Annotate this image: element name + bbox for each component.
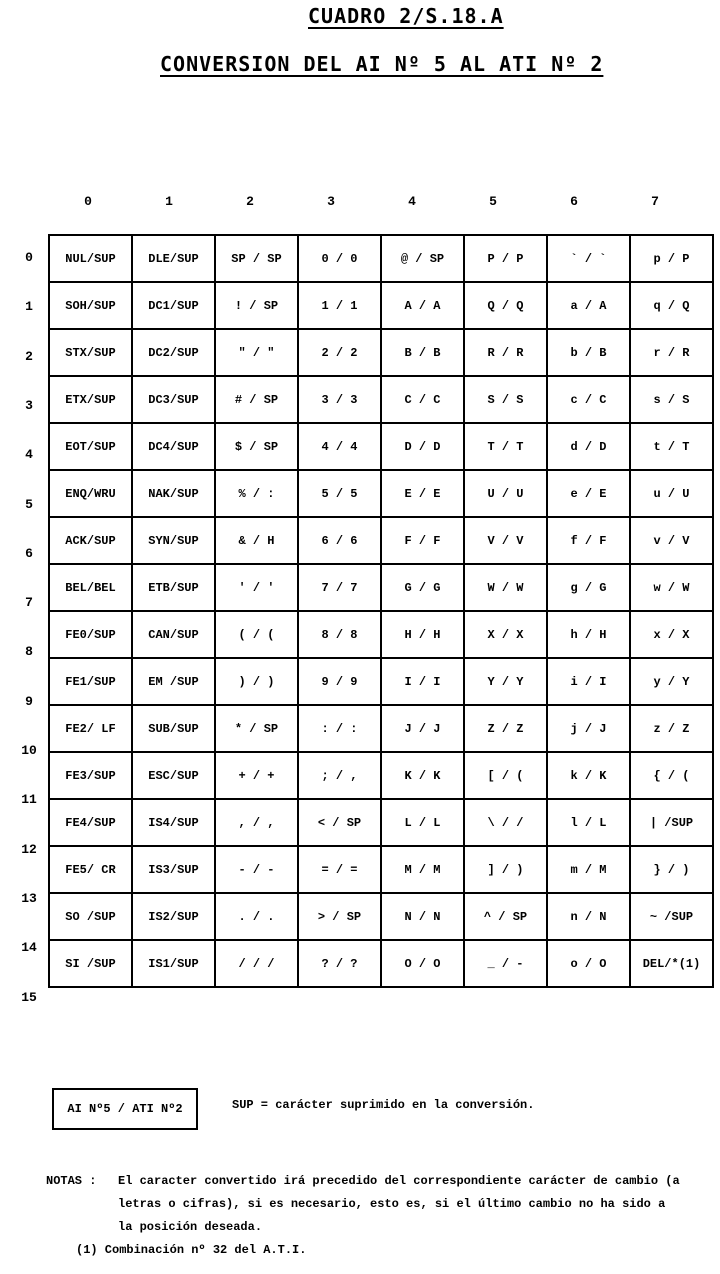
table-cell: IS2/SUP (132, 893, 215, 940)
table-cell: EM /SUP (132, 658, 215, 705)
table-cell: DC4/SUP (132, 423, 215, 470)
table-cell: t / T (630, 423, 713, 470)
table-cell: ~ /SUP (630, 893, 713, 940)
column-header: 7 (651, 194, 659, 209)
table-cell: R / R (464, 329, 547, 376)
table-cell: O / O (381, 940, 464, 987)
table-cell: ? / ? (298, 940, 381, 987)
row-header: 10 (21, 743, 37, 758)
table-cell: FE2/ LF (49, 705, 132, 752)
table-cell: 1 / 1 (298, 282, 381, 329)
table-row (49, 470, 713, 517)
table-cell: v / V (630, 517, 713, 564)
table-cell: V / V (464, 517, 547, 564)
table-cell: b / B (547, 329, 630, 376)
table-cell: 5 / 5 (298, 470, 381, 517)
notes-line: El caracter convertido irá precedido del correspondiente carácter de cambio (a (118, 1174, 680, 1188)
table-cell: BEL/BEL (49, 564, 132, 611)
table-cell: : / : (298, 705, 381, 752)
table-cell: { / ( (630, 752, 713, 799)
table-cell: S / S (464, 376, 547, 423)
table-cell: P / P (464, 235, 547, 282)
table-cell: @ / SP (381, 235, 464, 282)
table-cell: k / K (547, 752, 630, 799)
table-cell: FE3/SUP (49, 752, 132, 799)
column-header: 1 (165, 194, 173, 209)
table-cell: X / X (464, 611, 547, 658)
legend-text: SUP = carácter suprimido en la conversión. (232, 1098, 535, 1112)
table-row (49, 564, 713, 611)
table-cell: n / N (547, 893, 630, 940)
column-header: 6 (570, 194, 578, 209)
table-cell: . / . (215, 893, 298, 940)
table-cell: d / D (547, 423, 630, 470)
table-cell: s / S (630, 376, 713, 423)
table-cell: N / N (381, 893, 464, 940)
table-cell: ` / ` (547, 235, 630, 282)
table-cell: FE4/SUP (49, 799, 132, 846)
table-cell: / / / (215, 940, 298, 987)
table-cell: SOH/SUP (49, 282, 132, 329)
table-cell: _ / - (464, 940, 547, 987)
table-cell: ^ / SP (464, 893, 547, 940)
table-cell: = / = (298, 846, 381, 893)
table-cell: DC3/SUP (132, 376, 215, 423)
legend-box: AI Nº5 / ATI Nº2 (52, 1088, 198, 1130)
table-cell: DEL/*(1) (630, 940, 713, 987)
notes-line: letras o cifras), si es necesario, esto es, si el último cambio no ha sido a (118, 1197, 666, 1211)
table-cell: IS3/SUP (132, 846, 215, 893)
table-cell: > / SP (298, 893, 381, 940)
table-cell: x / X (630, 611, 713, 658)
row-header: 11 (21, 792, 37, 808)
table-cell: IS4/SUP (132, 799, 215, 846)
table-cell: 0 / 0 (298, 235, 381, 282)
row-header: 0 (25, 250, 33, 265)
table-cell: ACK/SUP (49, 517, 132, 564)
table-cell: SUB/SUP (132, 705, 215, 752)
table-row (49, 799, 713, 846)
row-header: 12 (21, 841, 37, 857)
table-cell: h / H (547, 611, 630, 658)
table-cell: FE0/SUP (49, 611, 132, 658)
table-cell: I / I (381, 658, 464, 705)
table-cell: Q / Q (464, 282, 547, 329)
table-cell: ) / ) (215, 658, 298, 705)
table-cell: $ / SP (215, 423, 298, 470)
table-cell: C / C (381, 376, 464, 423)
table-cell: SP / SP (215, 235, 298, 282)
table-cell: DC1/SUP (132, 282, 215, 329)
table-row (49, 846, 713, 893)
table-cell: * / SP (215, 705, 298, 752)
table-cell: i / I (547, 658, 630, 705)
table-cell: ; / , (298, 752, 381, 799)
table-cell: f / F (547, 517, 630, 564)
table-cell: , / , (215, 799, 298, 846)
table-cell: F / F (381, 517, 464, 564)
row-header: 6 (25, 545, 33, 561)
table-cell: e / E (547, 470, 630, 517)
row-header: 4 (25, 447, 33, 463)
column-header: 2 (246, 194, 254, 209)
table-cell: Y / Y (464, 658, 547, 705)
table-cell: y / Y (630, 658, 713, 705)
table-cell: - / - (215, 846, 298, 893)
table-cell: ENQ/WRU (49, 470, 132, 517)
table-cell: 3 / 3 (298, 376, 381, 423)
table-cell: 9 / 9 (298, 658, 381, 705)
table-cell: FE5/ CR (49, 846, 132, 893)
column-header: 3 (327, 194, 335, 209)
table-cell: ] / ) (464, 846, 547, 893)
table-cell: ESC/SUP (132, 752, 215, 799)
table-cell: } / ) (630, 846, 713, 893)
row-header: 15 (21, 989, 37, 1005)
table-cell: j / J (547, 705, 630, 752)
table-cell: Z / Z (464, 705, 547, 752)
table-cell: u / U (630, 470, 713, 517)
table-cell: ' / ' (215, 564, 298, 611)
table-row (49, 752, 713, 799)
column-header: 5 (489, 194, 497, 209)
table-cell: \ / / (464, 799, 547, 846)
table-cell: SO /SUP (49, 893, 132, 940)
table-row (49, 376, 713, 423)
table-cell: SI /SUP (49, 940, 132, 987)
table-cell: o / O (547, 940, 630, 987)
table-cell: g / G (547, 564, 630, 611)
row-header: 3 (25, 397, 33, 413)
table-cell: r / R (630, 329, 713, 376)
table-cell: IS1/SUP (132, 940, 215, 987)
table-cell: m / M (547, 846, 630, 893)
table-cell: DLE/SUP (132, 235, 215, 282)
table-cell: 4 / 4 (298, 423, 381, 470)
table-cell: | /SUP (630, 799, 713, 846)
table-cell: K / K (381, 752, 464, 799)
table-cell: D / D (381, 423, 464, 470)
table-cell: + / + (215, 752, 298, 799)
table-cell: % / : (215, 470, 298, 517)
row-header: 5 (25, 496, 33, 512)
notes-label: NOTAS : (46, 1174, 97, 1188)
table-cell: E / E (381, 470, 464, 517)
table-cell: 2 / 2 (298, 329, 381, 376)
table-cell: z / Z (630, 705, 713, 752)
table-row (49, 658, 713, 705)
row-header: 7 (25, 595, 33, 611)
table-cell: B / B (381, 329, 464, 376)
table-cell: c / C (547, 376, 630, 423)
conversion-table (48, 234, 714, 988)
row-header: 13 (21, 890, 37, 906)
table-cell: NUL/SUP (49, 235, 132, 282)
table-row (49, 282, 713, 329)
table-row (49, 235, 713, 282)
table-cell: l / L (547, 799, 630, 846)
row-header: 9 (25, 693, 33, 709)
table-cell: A / A (381, 282, 464, 329)
table-cell: a / A (547, 282, 630, 329)
table-row (49, 517, 713, 564)
table-row (49, 329, 713, 376)
table-row (49, 940, 713, 987)
table-cell: T / T (464, 423, 547, 470)
table-cell: 8 / 8 (298, 611, 381, 658)
notes-line: la posición deseada. (118, 1220, 263, 1234)
table-cell: J / J (381, 705, 464, 752)
table-cell: w / W (630, 564, 713, 611)
table-cell: G / G (381, 564, 464, 611)
row-header: 1 (25, 299, 33, 315)
table-cell: ( / ( (215, 611, 298, 658)
row-header: 2 (25, 348, 33, 364)
table-cell: p / P (630, 235, 713, 282)
table-cell: NAK/SUP (132, 470, 215, 517)
table-row (49, 423, 713, 470)
table-cell: L / L (381, 799, 464, 846)
table-cell: EOT/SUP (49, 423, 132, 470)
table-cell: q / Q (630, 282, 713, 329)
table-cell: ! / SP (215, 282, 298, 329)
table-cell: # / SP (215, 376, 298, 423)
table-cell: CAN/SUP (132, 611, 215, 658)
table-cell: DC2/SUP (132, 329, 215, 376)
table-cell: M / M (381, 846, 464, 893)
table-title: CUADRO 2/S.18.A (308, 4, 504, 28)
table-cell: < / SP (298, 799, 381, 846)
table-subtitle: CONVERSION DEL AI Nº 5 AL ATI Nº 2 (160, 52, 604, 76)
table-cell: H / H (381, 611, 464, 658)
table-cell: 7 / 7 (298, 564, 381, 611)
table-cell: " / " (215, 329, 298, 376)
table-cell: & / H (215, 517, 298, 564)
table-cell: ETB/SUP (132, 564, 215, 611)
table-cell: 6 / 6 (298, 517, 381, 564)
table-cell: U / U (464, 470, 547, 517)
table-row (49, 705, 713, 752)
column-header: 0 (84, 194, 92, 209)
row-header: 14 (21, 940, 37, 956)
notes-footnote: (1) Combinación nº 32 del A.T.I. (76, 1243, 307, 1257)
column-header: 4 (408, 194, 416, 209)
table-row (49, 893, 713, 940)
table-cell: ETX/SUP (49, 376, 132, 423)
table-cell: FE1/SUP (49, 658, 132, 705)
table-cell: STX/SUP (49, 329, 132, 376)
table-cell: [ / ( (464, 752, 547, 799)
table-cell: SYN/SUP (132, 517, 215, 564)
row-header: 8 (25, 644, 33, 660)
table-row (49, 611, 713, 658)
table-cell: W / W (464, 564, 547, 611)
